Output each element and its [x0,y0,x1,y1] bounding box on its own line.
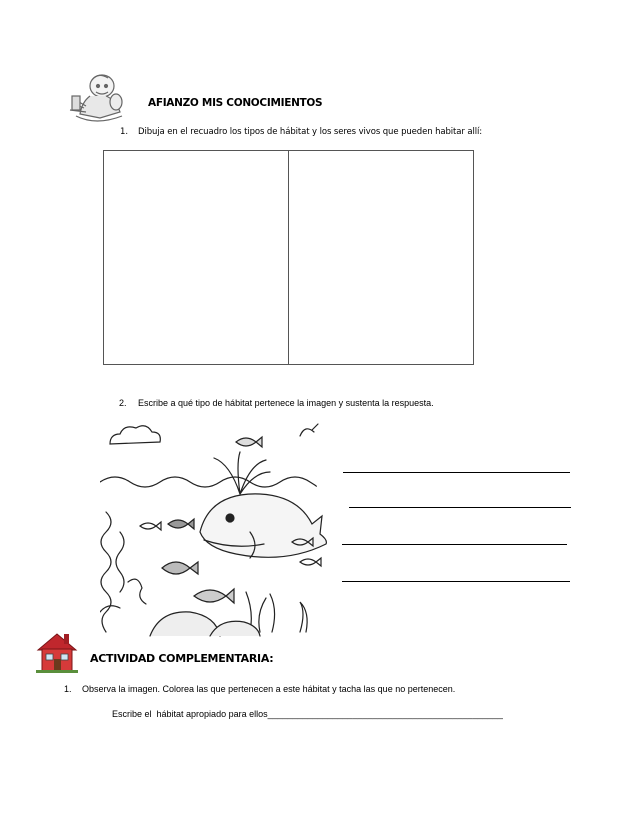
question-2-text: Escribe a qué tipo de hábitat pertenece la imagen y sustenta la respuesta. [138,398,434,408]
activity-title: ACTIVIDAD COMPLEMENTARIA: [90,652,274,665]
answer-line-2[interactable] [349,507,571,508]
question-2-number: 2. [119,398,127,408]
drawing-cell-left[interactable] [104,151,288,364]
write-habitat-prompt[interactable]: Escribe el hábitat apropiado para ellos_______________________________________________ [112,709,503,719]
page-title: AFIANZO MIS CONOCIMIENTOS [148,97,323,109]
answer-line-4[interactable] [342,581,570,582]
activity-item-text: Observa la imagen. Colorea las que pertenecen a este hábitat y tacha las que no pertenecen. [82,684,456,694]
answer-line-3[interactable] [342,544,567,545]
activity-item-number: 1. [64,684,72,694]
whale-sea-illustration [100,422,336,638]
drawing-table [103,150,474,365]
answer-line-1[interactable] [343,472,570,473]
house-icon [34,630,80,674]
drawing-cell-right[interactable] [288,151,473,364]
question-1-text: Dibuja en el recuadro los tipos de hábitat y los seres vivos que pueden habitar allí: [138,127,483,137]
question-1-number: 1. [120,127,129,137]
kid-thinking-icon [66,72,130,132]
